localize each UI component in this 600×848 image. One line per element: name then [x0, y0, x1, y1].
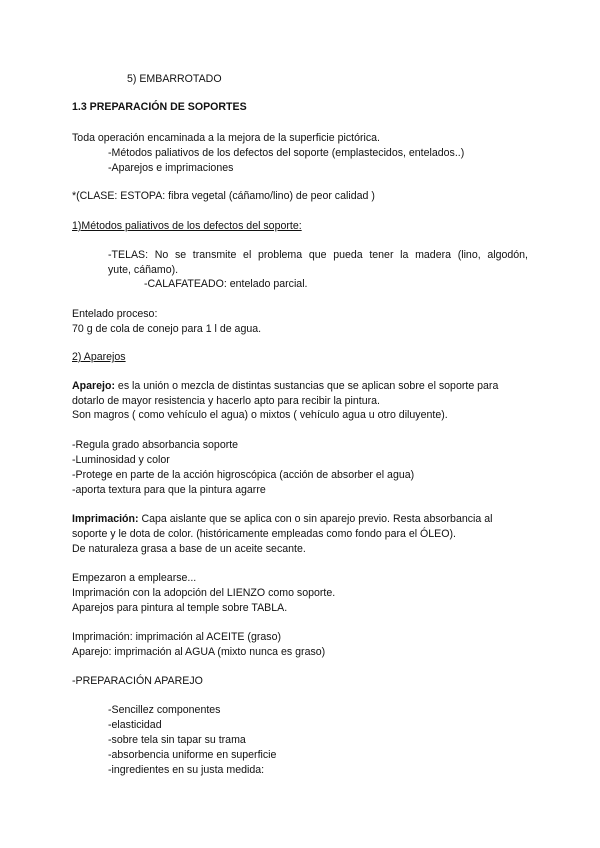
intro-line-1: Toda operación encaminada a la mejora de la superficie pictórica.: [72, 132, 380, 144]
entelado-line-2: 70 g de cola de conejo para 1 l de agua.: [72, 323, 262, 335]
aparejo-line-1: [72, 380, 498, 393]
telas-line-1: -TELAS: No se transmite el problema que pueda tener la madera (lino, algodón,: [108, 249, 528, 261]
function-item: -Luminosidad y color: [72, 454, 170, 466]
imprimacion-line-1: [72, 513, 492, 526]
telas-line-2: yute, cáñamo).: [108, 264, 179, 276]
imprimacion-line-3: De naturaleza grasa a base de un aceite secante.: [72, 543, 306, 555]
aparejo-term: Aparejo:: [72, 380, 115, 392]
intro-line-2: -Métodos paliativos de los defectos del soporte (emplastecidos, entelados..): [108, 147, 465, 159]
history-line-3: Aparejos para pintura al temple sobre TABLA.: [72, 602, 288, 614]
history-line-2: Imprimación con la adopción del LIENZO como soporte.: [72, 587, 336, 599]
preparacion-title: -PREPARACIÓN APAREJO: [72, 675, 203, 687]
imprimacion-definition: Capa aislante que se aplica con o sin aparejo previo. Resta absorbancia al: [138, 513, 493, 525]
imprimacion-term: Imprimación:: [72, 513, 139, 525]
comparison-line-2: Aparejo: imprimación al AGUA (mixto nunca es graso): [72, 646, 326, 658]
preparacion-item: -sobre tela sin tapar su trama: [108, 734, 246, 746]
entelado-line-1: Entelado proceso:: [72, 308, 158, 320]
history-line-1: Empezaron a emplearse...: [72, 572, 197, 584]
subsection-2-title: 2) Aparejos: [72, 351, 126, 363]
function-item: -aporta textura para que la pintura agarre: [72, 484, 266, 496]
imprimacion-line-2: soporte y le dota de color. (históricamente empleadas como fondo para el ÓLEO).: [72, 528, 456, 540]
preparacion-item: -Sencillez componentes: [108, 704, 221, 716]
preparacion-item: -elasticidad: [108, 719, 162, 731]
section-item-embarrotado: 5) EMBARROTADO: [127, 73, 222, 85]
function-item: -Regula grado absorbancia soporte: [72, 439, 239, 451]
intro-line-3: -Aparejos e imprimaciones: [108, 162, 234, 174]
comparison-line-1: Imprimación: imprimación al ACEITE (graso): [72, 631, 281, 643]
aparejo-line-2: dotarlo de mayor resistencia y hacerlo apto para recibir la pintura.: [72, 395, 380, 407]
calafateado-line: -CALAFATEADO: entelado parcial.: [144, 278, 308, 290]
aparejo-line-3: Son magros ( como vehículo el agua) o mixtos ( vehículo agua u otro diluyente).: [72, 409, 448, 421]
section-heading: 1.3 PREPARACIÓN DE SOPORTES: [72, 101, 247, 113]
preparacion-item: -ingredientes en su justa medida:: [108, 764, 265, 776]
estopa-note: *(CLASE: ESTOPA: fibra vegetal (cáñamo/lino) de peor calidad ): [72, 190, 375, 202]
aparejo-definition: es la unión o mezcla de distintas sustancias que se aplican sobre el soporte para: [114, 380, 499, 392]
preparacion-item: -absorbencia uniforme en superficie: [108, 749, 277, 761]
function-item: -Protege en parte de la acción higroscópica (acción de absorber el agua): [72, 469, 415, 481]
subsection-1-title: 1)Métodos paliativos de los defectos del soporte:: [72, 220, 302, 232]
